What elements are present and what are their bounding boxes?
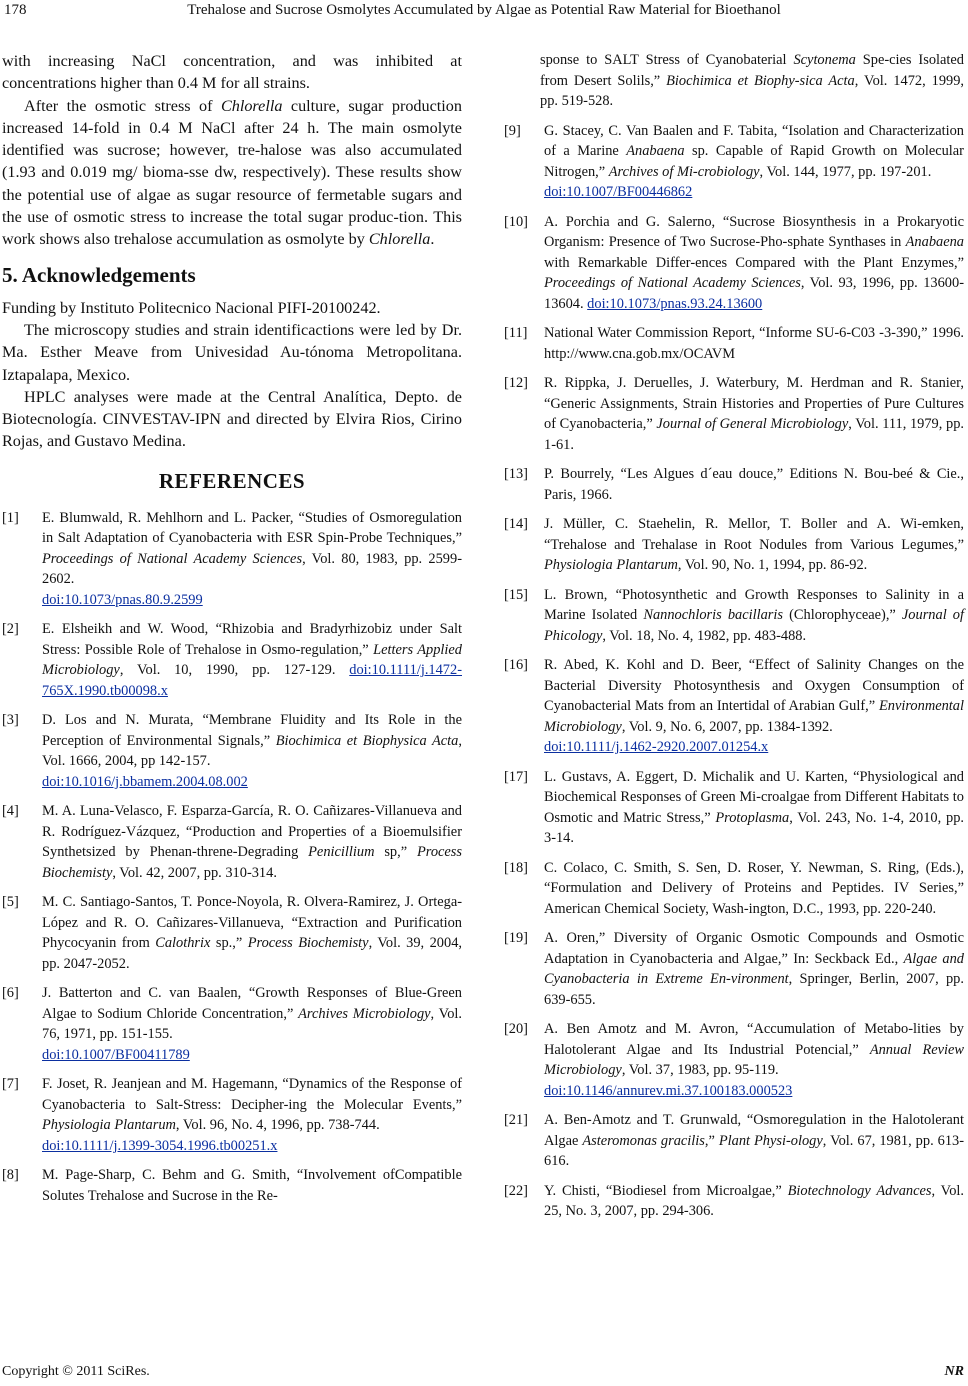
reference-item: [10] A. Porchia and G. Salerno, “Sucrose Biosynthesis in a Prokaryotic Organism: Presence of Two Sucrose-Pho-sphate Synthases in Anabaena with Remarkable Differ-ences Compared with the Plant Enzymes,” Proceedings of National Academy Sciences, Vol. 93, 1996, pp. 13600-13604. doi:10.1073/pnas.93.24.13600 bbox=[504, 213, 964, 312]
reference-item: [2] E. Elsheikh and W. Wood, “Rhizobia and Bradyrhizobiz under Salt Stress: Possible Role of Trehalose in Osmo-regulation,” Letters Applied Microbiology, Vol. 10, 1990, pp. 127-129. doi:10.1111/j.1472-765X.1990.tb00098.x bbox=[2, 621, 462, 699]
left-column bbox=[2, 50, 462, 1215]
copyright-notice: Copyright © 2011 SciRes. bbox=[2, 1364, 150, 1379]
paragraph: The microscopy studies and strain identificactions were led by Dr. Ma. Esther Meave from Univesidad Au-tónoma Metropolitana. Iztapalapa, Mexico. bbox=[2, 320, 462, 384]
reference-item: [4] M. A. Luna-Velasco, F. Esparza-García, R. O. Cañizares-Villanueva and R. Rodríguez-Vázquez, “Production and Properties of a Bioemulsifier Synthetsized by Phenan-threne-Degrading Penicillium sp,” Process Biochemisty, Vol. 42, 2007, pp. 310-314. bbox=[2, 803, 462, 881]
reference-item: [7] F. Joset, R. Jeanjean and M. Hagemann, “Dynamics of the Response of Cyanobacteria to Salt-Stress: Decipher-ing the Molecular Events,” Physiologia Plantarum, Vol. 96, No. 4, 1996, pp. 738-744. doi:10.1111/j.1399-3054.1996.tb00251.x bbox=[2, 1076, 462, 1154]
reference-item: [14] J. Müller, C. Staehelin, R. Mellor, T. Boller and A. Wi-emken, “Trehalose and Trehalase in Root Nodules from Various Legumes,” Physiologia Plantarum, Vol. 90, No. 1, 1994, pp. 86-92. bbox=[504, 516, 964, 573]
reference-item: [18] C. Colaco, C. Smith, S. Sen, D. Roser, Y. Newman, S. Ring, (Eds.), “Formulation and Delivery of Proteins and Peptides. IV Series,” American Chemical Society, Wash-ington, D.C., 1993, pp. 220-240. bbox=[504, 859, 964, 917]
paragraph: Funding by Instituto Politecnico Nacional PIFI-20100242. bbox=[2, 298, 381, 317]
reference-item: [13] P. Bourrely, “Les Algues d´eau douce,” Editions N. Bou-beé & Cie., Paris, 1966. bbox=[504, 466, 964, 503]
references-heading: REFERENCES bbox=[158, 468, 306, 493]
doi-link[interactable]: doi:10.1016/j.bbamem.2004.08.002 bbox=[42, 773, 248, 790]
reference-item: [11] National Water Commission Report, “Informe SU-6-C03 -3-390,” 1996. http://www.cna.gob.mx/OCAVM bbox=[504, 325, 964, 362]
doi-link[interactable]: doi:10.1111/j.1399-3054.1996.tb00251.x bbox=[42, 1137, 278, 1154]
reference-item: [3] D. Los and N. Murata, “Membrane Fluidity and Its Role in the Perception of Environmental Signals,” Biochimica et Biophysica Acta, Vol. 1666, 2004, pp 142-157. doi:10.1016/j.bbamem.2004.08.002 bbox=[2, 712, 462, 790]
doi-link[interactable]: doi:10.1007/BF00411789 bbox=[42, 1046, 190, 1063]
reference-item: [5] M. C. Santiago-Santos, T. Ponce-Noyola, R. Olvera-Ramirez, J. Ortega-López and R. O. Cañizares-Villanueva, “Extraction and Purification Phycocyanin from Calothrix sp.,” Process Biochemisty, Vol. 39, 2004, pp. 2047-2052. bbox=[2, 894, 462, 972]
reference-item: [20] A. Ben Amotz and M. Avron, “Accumulation of Metabo-lities by Halotolerant Algae and Its Industrial Potencial,” Annual Review Microbiology, Vol. 37, 1983, pp. 95-119. doi:10.1146/annurev.mi.37.100183.000523 bbox=[504, 1021, 965, 1099]
reference-item: [17] L. Gustavs, A. Eggert, D. Michalik and U. Karten, “Physiological and Biochemical Responses of Green Mi-croalgae from Different Habitats to Osmotic and Matric Stress,” Protoplasma, Vol. 243, No. 1-4, 2010, pp. 3-14. bbox=[504, 768, 964, 846]
section-heading: 5. Acknowledgements bbox=[2, 262, 196, 287]
doi-link[interactable]: doi:10.1111/j.1472-765X.1990.tb00098.x bbox=[42, 662, 462, 699]
reference-item: [15] L. Brown, “Photosynthetic and Growth Responses to Salinity in a Marine Isolated Nannochloris bacillaris (Chlorophyceae),” Journal of Phicology, Vol. 18, No. 4, 1982, pp. 483-488. bbox=[504, 586, 965, 644]
paragraph: After the osmotic stress of Chlorella culture, sugar production increased 14-fold in 0.4 M NaCl after 24 h. The main osmolyte identified was sucrose; however, tre-halose was also accumulated (1.93 and 0.019 mg/ bioma-sse dw, respectively). These results show the potential use of algae as sugar resource of fermetable sugars and the use of osmotic stress to increase the total sugar produc-tion. This work shows also trehalose accumulation as osmolyte by Chlorella. bbox=[2, 96, 462, 249]
reference-item: [9] G. Stacey, C. Van Baalen and F. Tabita, “Isolation and Characterization of a Marine Anabaena sp. Capable of Rapid Growth on Molecular Nitrogen,” Archives of Mi-crobiology, Vol. 144, 1977, pp. 197-201. doi:10.1007/BF00446862 bbox=[504, 122, 964, 200]
journal-abbrev: NR bbox=[944, 1364, 964, 1379]
page-number: 178 bbox=[4, 2, 27, 18]
reference-item: [22] Y. Chisti, “Biodiesel from Microalgae,” Biotechnology Advances, Vol. 25, No. 3, 2007, pp. 294-306. bbox=[504, 1182, 964, 1219]
reference-item: [21] A. Ben-Amotz and T. Grunwald, “Osmoregulation in the Halotolerant Algae Asteromonas gracilis,” Plant Physi-ology, Vol. 67, 1981, pp. 613-616. bbox=[504, 1112, 965, 1169]
running-header bbox=[0, 0, 968, 22]
doi-link[interactable]: doi:10.1073/pnas.93.24.13600 bbox=[587, 295, 763, 312]
reference-item: [16] R. Abed, K. Kohl and D. Beer, “Effect of Salinity Changes on the Bacterial Diversity Photosynthesis and Oxygen Consumption of Cyanobacterial Mats from an Intertidal of Arabian Gulf,” Environmental Microbiology, Vol. 9, No. 6, 2007, pp. 1384-1392. doi:10.1111/j.1462-2920.2007.01254.x bbox=[504, 657, 964, 755]
doi-link[interactable]: doi:10.1146/annurev.mi.37.100183.000523 bbox=[544, 1082, 793, 1099]
doi-link[interactable]: doi:10.1111/j.1462-2920.2007.01254.x bbox=[544, 739, 769, 755]
reference-item: [1] E. Blumwald, R. Mehlhorn and L. Packer, “Studies of Osmoregulation in Salt Adaptation of Cyanobacteria with ESR Spin-Probe Techniques,” Proceedings of National Academy Sciences, Vol. 80, 1983, pp. 2599-2602. doi:10.1073/pnas.80.9.2599 bbox=[2, 509, 462, 608]
paragraph: HPLC analyses were made at the Central Analítica, Depto. de Biotecnología. CINVESTAV-IPN and directed by Elvira Rios, Cirino Rojas, and Gustavo Medina. bbox=[2, 387, 462, 451]
reference-item: [19] A. Oren,” Diversity of Organic Osmotic Compounds and Osmotic Adaptation in Cyanobacteria and Algae,” In: Seckback Ed., Algae and Cyanobacteria in Extreme En-vironment, Springer, Berlin, 2007, pp. 639-655. bbox=[504, 930, 964, 1008]
reference-continuation: sponse to SALT Stress of Cyanobaterial Scytonema Spe-cies Isolated from Desert Solils,” Biochimica et Biophy-sica Acta, Vol. 1472, 1999, pp. 519-528. bbox=[540, 52, 965, 109]
reference-item: [12] R. Rippka, J. Deruelles, J. Waterbury, M. Herdman and R. Stanier, “Generic Assignments, Strain Histories and Properties of Pure Cultures of Cyanobacteria,” Journal of General Microbiology, Vol. 111, 1979, pp. 1-61. bbox=[504, 375, 964, 453]
reference-item: [8] M. Page-Sharp, C. Behm and G. Smith, “Involvement ofCompatible Solutes Trehalose and Sucrose in the Re- bbox=[2, 1167, 462, 1204]
running-title: Trehalose and Sucrose Osmolytes Accumulated by Algae as Potential Raw Material for Bioethanol bbox=[187, 2, 781, 18]
right-column bbox=[504, 50, 964, 1231]
doi-link[interactable]: doi:10.1007/BF00446862 bbox=[544, 184, 693, 200]
paragraph: with increasing NaCl concentration, and was inhibited at concentrations higher than 0.4 M for all strains. bbox=[2, 52, 462, 93]
doi-link[interactable]: doi:10.1073/pnas.80.9.2599 bbox=[42, 591, 203, 608]
reference-item: [6] J. Batterton and C. van Baalen, “Growth Responses of Blue-Green Algae to Sodium Chloride Concentration,” Archives Microbiology, Vol. 76, 1971, pp. 151-155. doi:10.1007/BF00411789 bbox=[2, 985, 462, 1063]
